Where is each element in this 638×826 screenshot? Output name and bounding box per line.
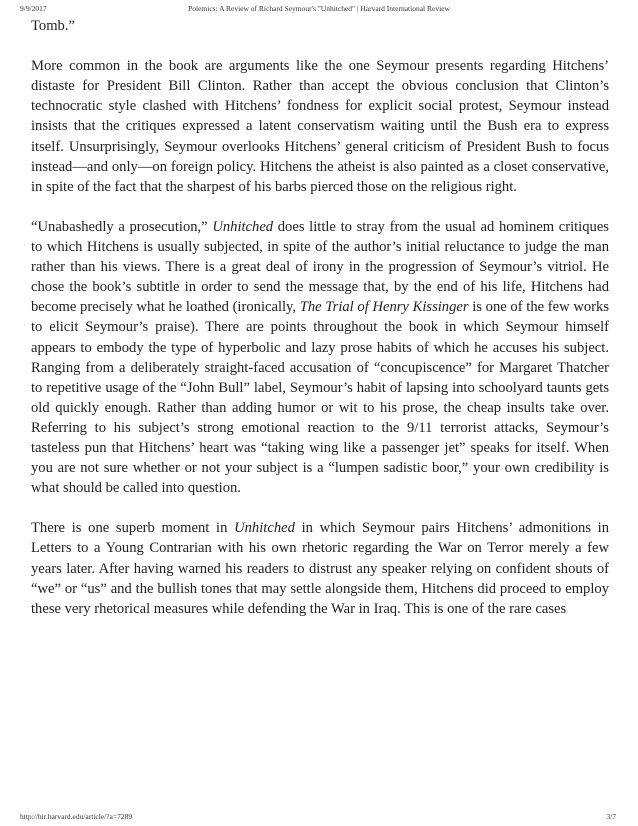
print-page-title: Polemics: A Review of Richard Seymour's "Unhitched" | Harvard International Review (188, 4, 450, 13)
paragraph-3 (31, 217, 609, 498)
book-title-unhitched-2: Unhitched (234, 520, 295, 537)
paragraph-4-text-c: in which Seymour pairs Hitchens’ admonitions in Letters to a Young Contrarian with his own rhetoric regarding the War on Terror merely a few years later. After having warned his readers to distrust any speaker relying on confident shouts of “we” or “us” and the bullish tones that may settle alongside them, Hitchens did proceed to employ these very rhetorical measures while defending the War in Iraq. This is one of the rare cases (31, 520, 609, 617)
article-body (31, 16, 609, 619)
paragraph-1-text: Tomb.” (31, 18, 75, 34)
paragraph-2 (31, 56, 609, 197)
print-url: http://hir.harvard.edu/article/?a=7289 (20, 812, 133, 821)
print-date: 9/9/2017 (20, 4, 47, 13)
print-page-number: 3/7 (606, 812, 616, 821)
book-title-trial-of-henry-kissinger: The Trial of Henry Kissinger (299, 299, 469, 316)
book-title-unhitched: Unhitched (212, 218, 274, 235)
paragraph-3-text-e: is one of the few works to elicit Seymour’s praise). There are points throughout the book in which Seymour himself appears to embody the type of hyperbolic and lazy prose habits of which he accuses his subject. Ranging from a deliberately straight-faced accusation of “concupiscence” for Margaret Thatcher to repetitive usage of the “John Bull” label, Seymour’s habit of lapsing into schoolyard taunts gets old quickly enough. Rather than adding humor or wit to his prose, the cheap insults take over. Referring to his subject’s strong emotional reaction to the 9/11 terrorist attacks, Seymour’s tasteless pun that Hitchens’ heart was “taking wing like a passenger jet” speaks for itself. When you are not sure whether or not your subject is a “lumpen sadistic boor,” your own credibility is what should be called into question. (31, 299, 610, 497)
paragraph-3-text-a: “Unabashedly a prosecution,” (31, 218, 213, 235)
paragraph-4-text-a: There is one superb moment in (31, 520, 235, 537)
paragraph-3-text-c: does little to stray from the usual ad hominem critiques to which Hitchens is usually subjected, in spite of the author’s initial reluctance to judge the man rather than his views. There is a great deal of irony in the progression of Seymour’s vitriol. He chose the book’s subtitle in order to send the message that, by the end of his life, Hitchens had become precisely what he loathed (ironically, (31, 218, 609, 316)
paragraph-4 (31, 518, 609, 618)
paragraph-2-text: More common in the book are arguments like the one Seymour presents regarding Hitchens’ distaste for President Bill Clinton. Rather than accept the obvious conclusion that Clinton’s technocratic style clashed with Hitchens’ fondness for explicit social protest, Seymour instead insists that the critiques expressed a latent conservatism waiting until the Bush era to express itself. Unsurprisingly, Seymour overlooks Hitchens’ general criticism of President Bush to focus instead—and only—on foreign policy. Hitchens the atheist is also painted as a closet conservative, in spite of the fact that the sharpest of his barbs pierced those on the religious right. (31, 58, 609, 195)
paragraph-1 (31, 16, 609, 36)
